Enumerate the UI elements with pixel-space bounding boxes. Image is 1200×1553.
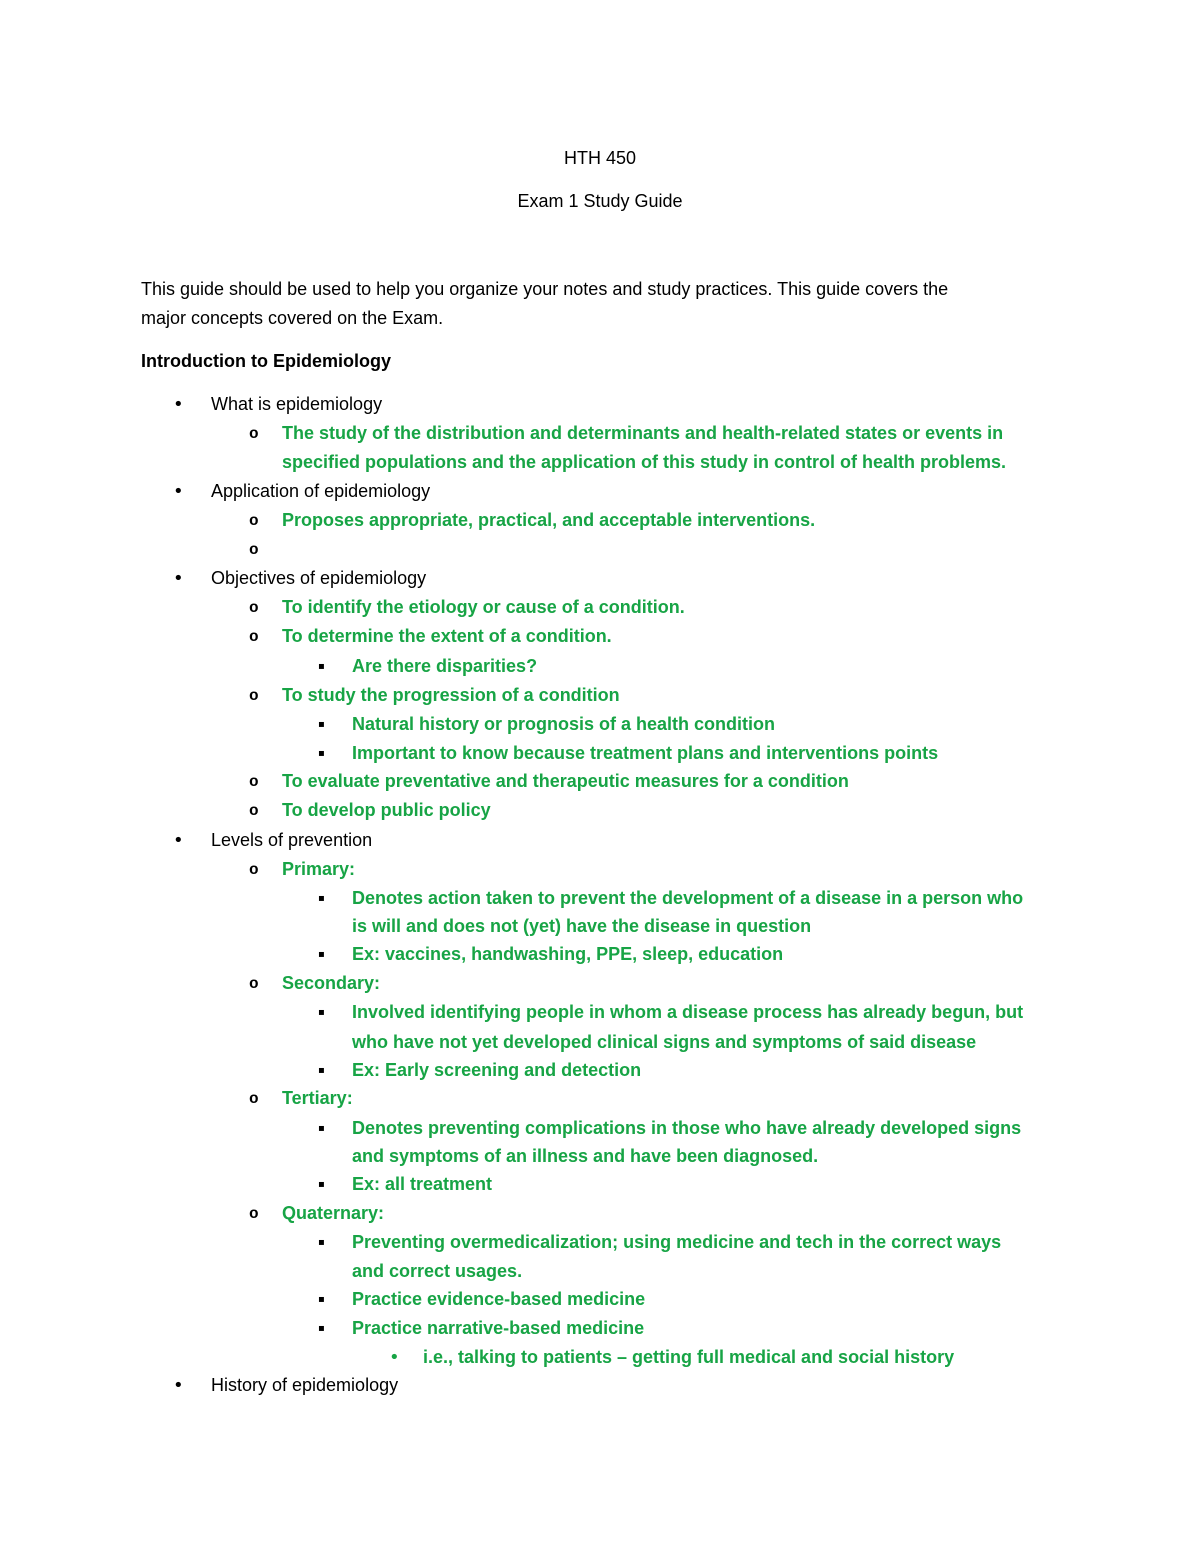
document-title: Exam 1 Study Guide (517, 191, 683, 211)
list-item: Quaternary: (282, 1203, 385, 1223)
section-heading: Introduction to Epidemiology (141, 351, 391, 371)
list-item: To evaluate preventative and therapeutic measures for a condition (282, 771, 849, 791)
list-item: and correct usages. (352, 1261, 523, 1281)
intro-line: major concepts covered on the Exam. (141, 308, 444, 328)
list-item: Secondary: (282, 973, 381, 993)
circle-marker: o (249, 1090, 259, 1108)
circle-marker: o (249, 975, 259, 993)
square-marker: ▪ (318, 1065, 325, 1076)
list-item: Preventing overmedicalization; using medicine and tech in the correct ways (352, 1232, 1002, 1252)
list-item: Involved identifying people in whom a disease process has already begun, but (352, 1002, 1024, 1022)
list-item: Ex: Early screening and detection (352, 1060, 642, 1080)
circle-marker: o (249, 599, 259, 617)
list-item: Objectives of epidemiology (211, 568, 427, 588)
list-item: Practice narrative-based medicine (352, 1318, 645, 1338)
square-marker: ▪ (318, 661, 325, 672)
list-item: Tertiary: (282, 1088, 353, 1108)
square-marker: ▪ (318, 893, 325, 904)
bullet-marker: • (173, 568, 184, 589)
circle-marker: o (249, 802, 259, 820)
list-item: Natural history or prognosis of a health condition (352, 714, 776, 734)
square-marker: ▪ (318, 748, 325, 759)
square-marker: ▪ (318, 1007, 325, 1018)
list-item: Denotes action taken to prevent the development of a disease in a person who (352, 888, 1024, 908)
square-marker: ▪ (318, 1294, 325, 1305)
bullet-marker: • (173, 394, 184, 415)
square-marker: ▪ (318, 1323, 325, 1334)
bullet-marker: • (173, 481, 184, 502)
circle-marker: o (249, 512, 259, 530)
list-item: Primary: (282, 859, 356, 879)
circle-marker: o (249, 425, 259, 443)
square-marker: ▪ (318, 719, 325, 730)
bullet-marker: • (173, 830, 184, 851)
square-marker: ▪ (318, 1237, 325, 1248)
list-item: Are there disparities? (352, 656, 538, 676)
square-marker: ▪ (318, 1123, 325, 1134)
list-item: History of epidemiology (211, 1375, 399, 1395)
circle-marker: o (249, 861, 259, 879)
list-item: who have not yet developed clinical signs and symptoms of said disease (352, 1032, 977, 1052)
list-item: Important to know because treatment plans and interventions points (352, 743, 939, 763)
list-item: i.e., talking to patients – getting full medical and social history (423, 1347, 955, 1367)
list-item: To determine the extent of a condition. (282, 626, 612, 646)
list-item: Application of epidemiology (211, 481, 431, 501)
list-item: Practice evidence-based medicine (352, 1289, 646, 1309)
list-item: To identify the etiology or cause of a condition. (282, 597, 685, 617)
list-item: Denotes preventing complications in those who have already developed signs (352, 1118, 1022, 1138)
list-item: and symptoms of an illness and have been diagnosed. (352, 1146, 819, 1166)
course-code: HTH 450 (563, 148, 637, 168)
bullet-marker: • (389, 1347, 400, 1368)
list-item: specified populations and the application of this study in control of health problems. (282, 452, 1007, 472)
list-item: To develop public policy (282, 800, 491, 820)
intro-paragraph (141, 275, 1041, 333)
intro-line: This guide should be used to help you organize your notes and study practices. This guide covers the (141, 279, 949, 299)
square-marker: ▪ (318, 949, 325, 960)
list-item: Levels of prevention (211, 830, 373, 850)
list-item: Ex: vaccines, handwashing, PPE, sleep, education (352, 944, 784, 964)
list-item: Ex: all treatment (352, 1174, 493, 1194)
square-marker: ▪ (318, 1179, 325, 1190)
circle-marker: o (249, 773, 259, 791)
circle-marker: o (249, 687, 259, 705)
circle-marker: o (249, 628, 259, 646)
list-item: Proposes appropriate, practical, and acceptable interventions. (282, 510, 816, 530)
list-item: What is epidemiology (211, 394, 383, 414)
bullet-marker: • (173, 1375, 184, 1396)
circle-marker: o (249, 1205, 259, 1223)
list-item: The study of the distribution and determinants and health-related states or events in (282, 423, 1004, 443)
list-item: To study the progression of a condition (282, 685, 620, 705)
list-item: is will and does not (yet) have the disease in question (352, 916, 812, 936)
circle-marker: o (249, 541, 259, 559)
